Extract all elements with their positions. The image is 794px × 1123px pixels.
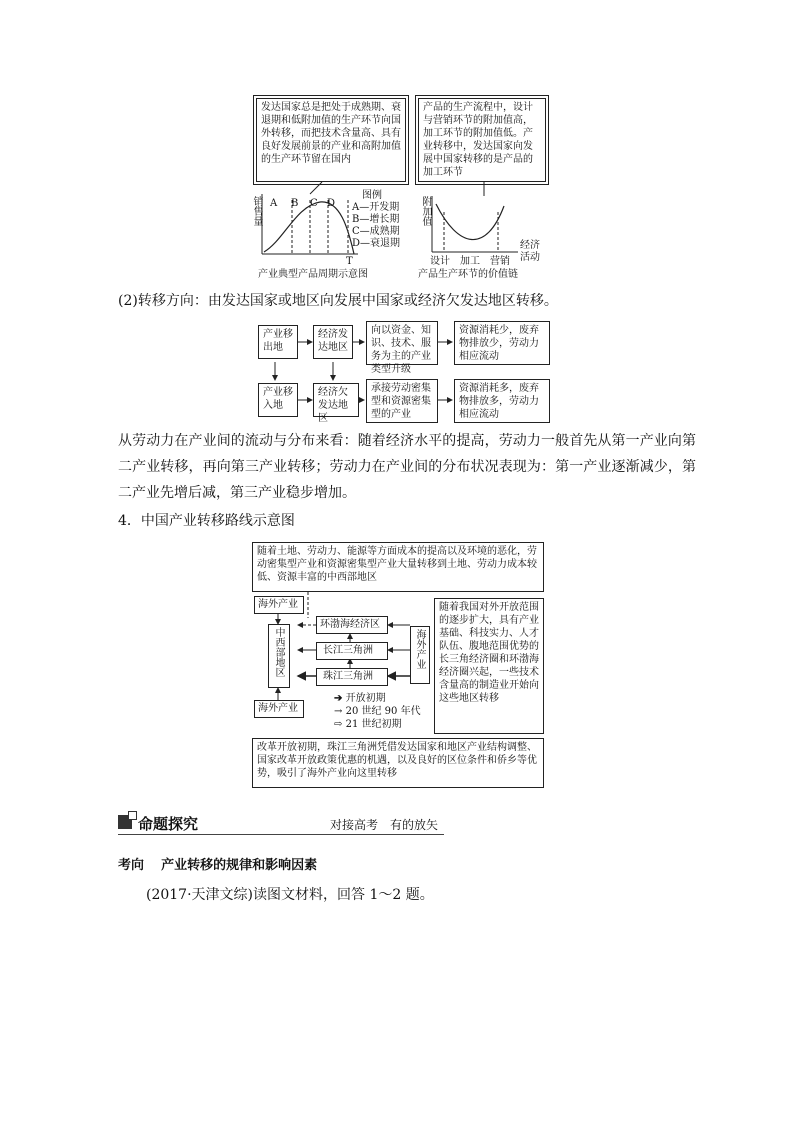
overseas-top: 海外产业 — [254, 596, 304, 614]
banner-square-icon-small — [128, 811, 137, 820]
bohai-region: 环渤海经济区 — [316, 616, 388, 634]
legend-item: B—增长期 — [352, 214, 400, 225]
china-bottom-note: 改革开放初期，珠江三角洲凭借发达国家和地区产业结构调整、国家改革开放政策优惠的机遇，以及良好的区位条件和侨乡等优势，吸引了海外产业向这里转移 — [252, 738, 544, 788]
lifecycle-phase-d: D — [327, 198, 336, 209]
lifecycle-phase-b: B — [291, 198, 299, 209]
lifecycle-ylabel: 销售量 — [251, 196, 262, 226]
valuechain-caption: 产品生产环节的价值链 — [418, 269, 518, 280]
legend-item: A—开发期 — [352, 202, 400, 213]
lifecycle-legend — [352, 190, 400, 250]
section2-heading: (2)转移方向：由发达国家或地区向发展中国家或经济欠发达地区转移。 — [118, 293, 558, 309]
flow-in-region: 产业移入地 — [258, 383, 298, 417]
flow-out-region: 产业移出地 — [258, 325, 298, 359]
legend-title: 图例 — [362, 190, 382, 201]
pearl-delta: 珠江三角洲 — [316, 668, 388, 686]
overseas-bottom: 海外产业 — [254, 700, 304, 718]
flow-underdeveloped-desc: 承接劳动密集型和资源密集型的产业 — [366, 379, 438, 423]
flow-developed: 经济发达地区 — [313, 325, 353, 359]
overseas-right: 海外产业 — [410, 626, 430, 684]
kaoxiang-title: 产业转移的规律和影响因素 — [161, 858, 318, 873]
legend-item: D—衰退期 — [352, 238, 401, 249]
valuechain-xlabel: 经济活动 — [520, 240, 540, 263]
question-intro: (2017·天津文综)读图文材料，回答 1～2 题。 — [146, 887, 434, 903]
banner-rule — [118, 834, 444, 835]
legend-item: C—成熟期 — [352, 226, 400, 237]
lifecycle-caption: 产业典型产品周期示意图 — [258, 269, 368, 280]
legend-2000s: ⇨ 21 世纪初期 — [334, 719, 402, 730]
banner-title: 命题探究 — [138, 815, 199, 833]
callout-right: 产品的生产流程中，设计与营销环节的附加值高，加工环节的附加值低。产业转移中，发达国家向发展中国家转移的是产品的加工环节 — [418, 98, 546, 182]
kaoxiang-label: 考向 — [118, 858, 145, 873]
flow-underdeveloped: 经济欠发达地区 — [313, 383, 359, 417]
section4-heading: 4．中国产业转移路线示意图 — [118, 513, 295, 529]
legend-opening: ➔ 开放初期 — [334, 693, 386, 704]
valuechain-stage: 加工 — [460, 256, 480, 267]
labor-paragraph: 从劳动力在产业间的流动与分布来看：随着经济水平的提高，劳动力一般首先从第一产业向第二产业转移，再向第三产业转移；劳动力在产业间的分布状况表现为：第一产业逐渐减少，第二产业先增后减，第三产业稳步增加。 — [118, 433, 696, 501]
kaoxiang-line — [118, 854, 317, 873]
thick-arrow-icon: ➔ — [334, 693, 343, 704]
thin-arrow-icon: → — [334, 706, 343, 717]
callout-left: 发达国家总是把处于成熟期、衰退期和低附加值的生产环节向国外转移，而把技术含量高、具有良好发展前景的产业和高附加值的生产环节留在国内 — [256, 98, 406, 182]
china-top-note: 随着土地、劳动力、能源等方面成本的提高以及环境的恶化，劳动密集型产业和资源密集型产业大量转移到土地、劳动力成本较低、资源丰富的中西部地区 — [252, 542, 544, 592]
lifecycle-phase-a: A — [270, 198, 278, 209]
lifecycle-phase-c: C — [310, 198, 318, 209]
valuechain-stage: 营销 — [490, 256, 510, 267]
valuechain-ylabel: 附加值 — [420, 196, 431, 226]
central-west-region: 中西部地区 — [268, 624, 290, 688]
banner-subtitle: 对接高考 有的放矢 — [330, 818, 439, 832]
lifecycle-xlabel: T — [346, 256, 353, 267]
flow-developed-result: 资源消耗少，废弃物排放少，劳动力相应流动 — [454, 321, 550, 365]
legend-1990s: → 20 世纪 90 年代 — [334, 706, 421, 717]
china-right-note: 随着我国对外开放范围的逐步扩大，具有产业基础、科技实力、人才队伍、腹地范围优势的长三角经济圈和环渤海经济圈兴起，一些技术含量高的制造业开始向这些地区转移 — [434, 598, 544, 734]
hollow-arrow-icon: ⇨ — [334, 719, 343, 730]
flow-developed-desc: 向以资金、知识、技术、服务为主的产业类型升级 — [366, 321, 438, 365]
valuechain-stage: 设计 — [430, 256, 450, 267]
yangtze-delta: 长江三角洲 — [316, 642, 388, 660]
china-legend — [334, 692, 421, 731]
flow-underdeveloped-result: 资源消耗多，废弃物排放多，劳动力相应流动 — [454, 379, 550, 423]
